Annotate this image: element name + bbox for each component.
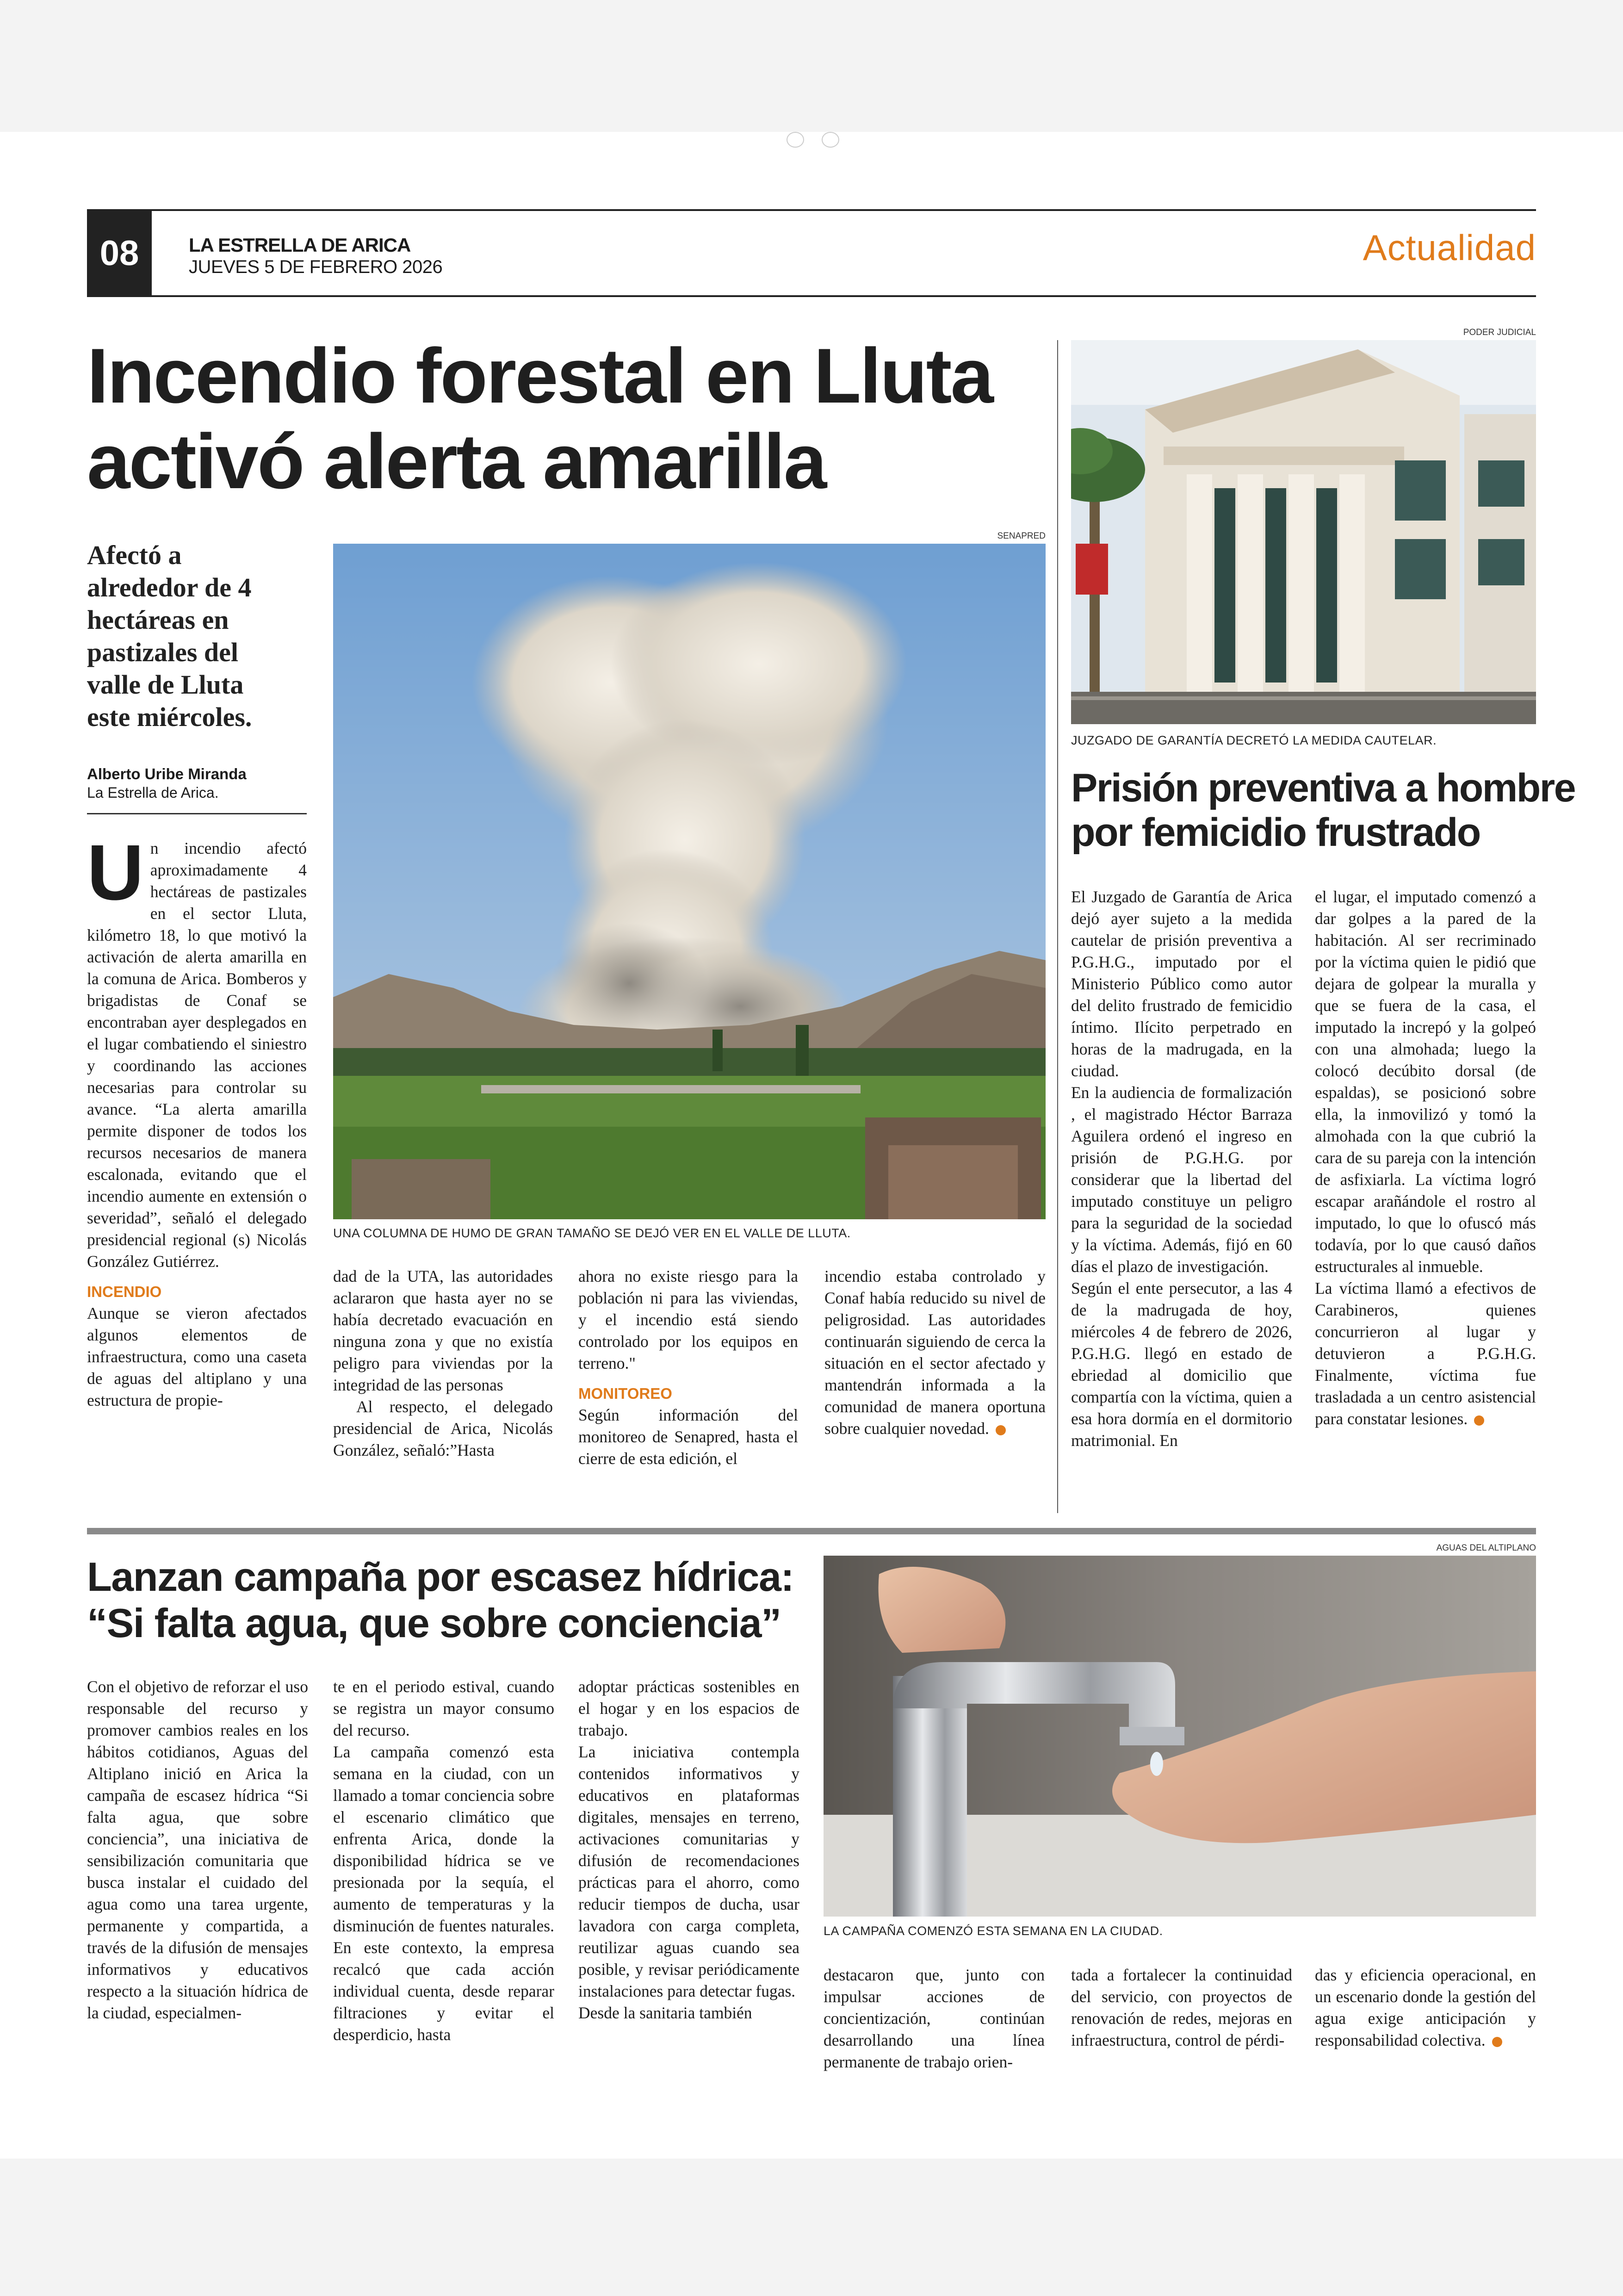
header-rule-top xyxy=(87,209,1536,211)
court-col1-text: El Juzgado de Garantía de Arica dejó ayer sujeto a la medida cautelar de prisión preventiva a P.G.H.G., imputado por el Ministerio Público como autor del delito frustrado de femicidio íntimo. Ilícito perpetrado en horas de la madrugada, en la ciudad. xyxy=(1071,887,1292,1080)
fire-photo xyxy=(333,544,1046,1219)
fire-photo-credit: SENAPRED xyxy=(997,531,1046,541)
fire-col1-text: n incendio afectó aproximadamente 4 hectáreas de pastizales en el sector Lluta, kilómetro 18, lo que motivó la activación de alerta amarilla en la comuna de Arica. Bomberos y brigadistas de Conaf se encontraban ayer desplegados en el lugar combatiendo el siniestro y coordinando las acciones necesarias para controlar su avance. “La alerta amarilla permite disponer de todos los recursos necesarios de manera escalonada, evitando que el incendio aumente en extensión o severidad”, señaló el delegado presidencial regional (s) Nicolás González Gutiérrez. xyxy=(87,839,307,1271)
court-col1-text3: Según el ente persecutor, a las 4 de la madrugada de hoy, miércoles 4 de febrero de 2026, P.G.H.G. llegó en estado de ebriedad al domicilio que compartía con la víctima, quien a esa hora dormía en el dormitorio matrimonial. En xyxy=(1071,1279,1292,1450)
publication-name: LA ESTRELLA DE ARICA xyxy=(189,234,411,256)
section-title: Actualidad xyxy=(1363,227,1536,268)
water-column-2 xyxy=(333,1676,554,2046)
court-photo xyxy=(1071,340,1536,724)
fire-col2-text: dad de la UTA, las autoridades aclararon que hasta ayer no se había decretado evacuación en ninguna zona y que no existía peligro para viviendas por la integridad de las personas xyxy=(333,1267,553,1394)
water-column-6 xyxy=(1315,1964,1536,2051)
court-headline-line1: Prisión preventiva a hombre xyxy=(1071,766,1575,810)
water-col4-text: destacaron que, junto con impulsar acciones de concientización, continúan desarrollando una línea permanente de trabajo orien- xyxy=(824,1966,1045,2071)
water-column-1 xyxy=(87,1676,308,2024)
end-mark-icon xyxy=(996,1425,1006,1435)
water-col3-text3: Desde la sanitaria también xyxy=(578,2004,752,2022)
section-divider xyxy=(87,1528,1536,1534)
fire-subhead-incendio: INCENDIO xyxy=(87,1283,162,1300)
fire-col2-text2: Al respecto, el delegado presidencial de Arica, Nicolás González, señaló:”Hasta xyxy=(333,1397,553,1459)
fire-dropcap: U xyxy=(87,829,144,917)
fire-author-rule xyxy=(87,813,307,814)
end-mark-icon xyxy=(1474,1415,1484,1426)
court-col1-text2: En la audiencia de formalización , el magistrado Héctor Barraza Aguilera ordenó el ingreso en prisión de P.G.H.G. por considerar que la libertad del imputado constituye un peligro para la seguridad de la sociedad y la víctima. Además, fijó en 60 días el plazo de investigación. xyxy=(1071,1083,1292,1276)
fire-photo-caption: UNA COLUMNA DE HUMO DE GRAN TAMAÑO SE DEJÓ VER EN EL VALLE DE LLUTA. xyxy=(333,1226,851,1240)
water-photo-credit: AGUAS DEL ALTIPLANO xyxy=(1436,1543,1536,1553)
fire-column-1 xyxy=(87,829,307,1411)
fire-col3-text2: Según información del monitoreo de Senapred, hasta el cierre de esta edición, el xyxy=(578,1406,798,1468)
end-mark-icon xyxy=(1492,2037,1502,2047)
fire-lead: Afectó a alrededor de 4 hectáreas en pastizales del valle de Lluta este miércoles. xyxy=(87,540,252,732)
water-col3-text: adoptar prácticas sostenibles en el hogar y en los espacios de trabajo. xyxy=(578,1677,799,1739)
publication-date: JUEVES 5 DE FEBRERO 2026 xyxy=(189,257,443,277)
court-col2-text: el lugar, el imputado comenzó a dar golpes a la pared de la habitación. Al ser recriminado por la víctima quien le pidió que dejara de golpear la muralla y que se fuera de la casa, el imputado la increpó y la golpeó con una almohada; luego la colocó decúbito dorsal (de espaldas), se posicionó sobre ella, la inmovilizó y tomó la almohada con la que cubrió la cara de su pareja con la intención de asfixiarla. La víctima logró escapar arañándole el rostro al imputado, lo que lo ofuscó más todavía, por lo que causó daños estructurales al inmueble. xyxy=(1315,887,1536,1276)
water-headline-line2: “Si falta agua, que sobre conciencia” xyxy=(87,1600,781,1646)
court-column-1 xyxy=(1071,886,1292,1452)
court-col2-text2: La víctima llamó a efectivos de Carabineros, quienes concurrieron al lugar y detuvieron a P.G.H.G. Finalmente, víctima fue trasladada a un centro asistencial para constatar lesiones. xyxy=(1315,1279,1536,1428)
fire-headline-line1: Incendio forestal en Lluta xyxy=(87,332,992,419)
fire-outlet: La Estrella de Arica. xyxy=(87,784,219,801)
fire-headline-line2: activó alerta amarilla xyxy=(87,418,826,505)
fire-column-2 xyxy=(333,1266,553,1461)
water-col2-text: te en el periodo estival, cuando se registra un mayor consumo del recurso. xyxy=(333,1677,554,1739)
water-photo-caption: LA CAMPAÑA COMENZÓ ESTA SEMANA EN LA CIUDAD. xyxy=(824,1924,1163,1938)
court-photo-credit: PODER JUDICIAL xyxy=(1463,328,1536,337)
header-rule-bottom xyxy=(87,295,1536,297)
water-photo xyxy=(824,1556,1536,1917)
court-column-2 xyxy=(1315,886,1536,1430)
fire-author: Alberto Uribe Miranda xyxy=(87,765,247,782)
water-column-5 xyxy=(1071,1964,1292,2051)
water-column-3 xyxy=(578,1676,799,2024)
water-column-4 xyxy=(824,1964,1045,2073)
fire-subhead-monitoreo: MONITOREO xyxy=(578,1385,672,1402)
court-headline-line2: por femicidio frustrado xyxy=(1071,810,1480,855)
fire-column-4 xyxy=(824,1266,1046,1440)
fire-col3-text: ahora no existe riesgo para la población ni para las viviendas, y el incendio está siendo controlado por los equipos en terreno." xyxy=(578,1267,798,1372)
water-col1-text: Con el objetivo de reforzar el uso responsable del recurso y promover cambios reales en los hábitos cotidianos, Aguas del Altiplano inició en Arica la campaña de escasez hídrica “Si falta agua, que sobre conciencia”, una iniciativa de sensibilización comunitaria que busca instalar el cuidado del agua como una tarea urgente, permanente y compartida, a través de la difusión de mensajes informativos y educativos respecto a la situación hídrica de la ciudad, especialmen- xyxy=(87,1677,308,2022)
fire-col1-text2: Aunque se vieron afectados algunos elementos de infraestructura, como una caseta de aguas del altiplano y una estructura de propie- xyxy=(87,1304,307,1409)
column-divider xyxy=(1057,340,1058,1513)
water-col3-text2: La iniciativa contempla contenidos informativos y educativos en plataformas digitales, mensajes en terreno, activaciones comunitarias y difusión de recomendaciones prácticas para el ahorro, como reducir tiempos de ducha, usar lavadora con carga completa, reutilizar aguas cuando sea posible, y revisar periódicamente instalaciones para detectar fugas. xyxy=(578,1743,799,2000)
water-col2-text2: La campaña comenzó esta semana en la ciudad, con un llamado a tomar conciencia sobre el escenario climático que enfrenta Arica, donde la disponibilidad hídrica se ve presionada por la sequía, el aumento de temperaturas y la disminución de fuentes naturales. En este contexto, la empresa recalcó que cada acción individual cuenta, desde reparar filtraciones y evitar el desperdicio, hasta xyxy=(333,1743,554,2044)
scan-mark-left xyxy=(787,132,804,148)
page-number: 08 xyxy=(87,211,152,296)
water-col6-text: das y eficiencia operacional, en un escenario donde la gestión del agua exige anticipación y responsabilidad colectiva. xyxy=(1315,1966,1536,2049)
fire-col4-text: incendio estaba controlado y Conaf había reducido su nivel de peligrosidad. Las autoridades continuarán siguiendo de cerca la situación en el sector afectado y mantendrán informada a la comunidad de manera oportuna sobre cualquier novedad. xyxy=(824,1267,1046,1438)
fire-column-3 xyxy=(578,1266,798,1470)
water-col5-text: tada a fortalecer la continuidad del servicio, con proyectos de renovación de redes, mejoras en infraestructura, control de pérdi- xyxy=(1071,1966,1292,2049)
court-photo-caption: JUZGADO DE GARANTÍA DECRETÓ LA MEDIDA CAUTELAR. xyxy=(1071,733,1437,747)
water-headline-line1: Lanzan campaña por escasez hídrica: xyxy=(87,1554,794,1600)
scan-mark-right xyxy=(822,132,839,148)
